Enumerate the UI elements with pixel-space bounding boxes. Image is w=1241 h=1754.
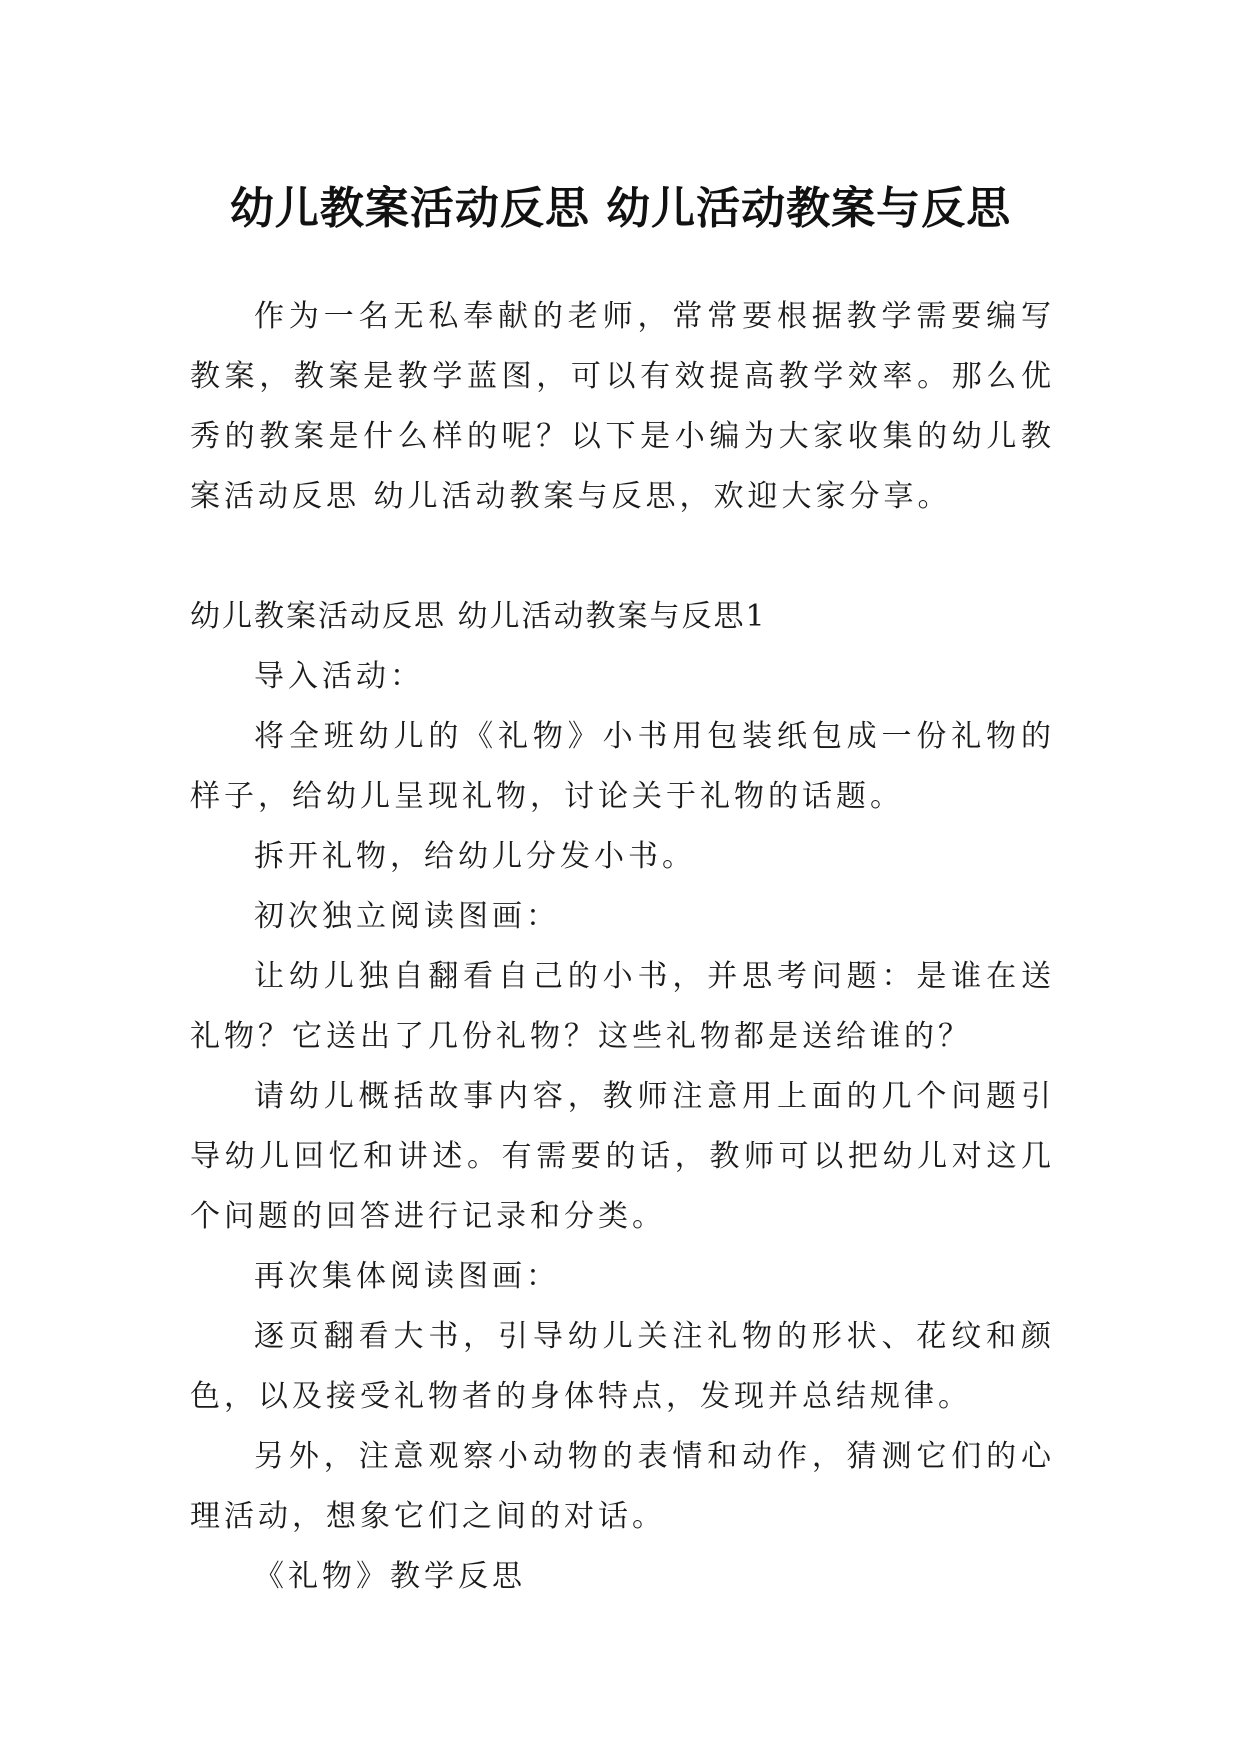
paragraph-summary: 请幼儿概括故事内容，教师注意用上面的几个问题引导幼儿回忆和讲述。有需要的话，教师可以把幼儿对这几个问题的回答进行记录和分类。 bbox=[190, 1079, 1055, 1234]
paragraph-questions: 让幼儿独自翻看自己的小书，并思考问题：是谁在送礼物？它送出了几份礼物？这些礼物都是送给谁的？ bbox=[190, 959, 1055, 1054]
paragraph-second-reading: 再次集体阅读图画： bbox=[254, 1259, 560, 1294]
paragraph-reflection-heading: 《礼物》教学反思 bbox=[254, 1559, 526, 1594]
document-title: 幼儿教案活动反思 幼儿活动教案与反思 bbox=[229, 183, 1012, 235]
section-heading: 幼儿教案活动反思 幼儿活动教案与反思1 bbox=[190, 599, 767, 634]
paragraph-gift-wrap: 将全班幼儿的《礼物》小书用包装纸包成一份礼物的样子，给幼儿呈现礼物，讨论关于礼物的话题。 bbox=[190, 719, 1055, 814]
paragraph-import-activity: 导入活动： bbox=[254, 659, 424, 694]
paragraph-observe: 另外，注意观察小动物的表情和动作，猜测它们的心理活动，想象它们之间的对话。 bbox=[190, 1439, 1055, 1534]
paragraph-first-reading: 初次独立阅读图画： bbox=[254, 899, 560, 934]
paragraph-big-book: 逐页翻看大书，引导幼儿关注礼物的形状、花纹和颜色，以及接受礼物者的身体特点，发现并总结规律。 bbox=[190, 1319, 1055, 1414]
intro-paragraph: 作为一名无私奉献的老师，常常要根据教学需要编写教案，教案是教学蓝图，可以有效提高教学效率。那么优秀的教案是什么样的呢？以下是小编为大家收集的幼儿教案活动反思 幼儿活动教案与反思，欢迎大家分享。 bbox=[190, 299, 1055, 514]
paragraph-unwrap: 拆开礼物，给幼儿分发小书。 bbox=[254, 839, 696, 874]
document-body bbox=[190, 287, 1055, 1607]
